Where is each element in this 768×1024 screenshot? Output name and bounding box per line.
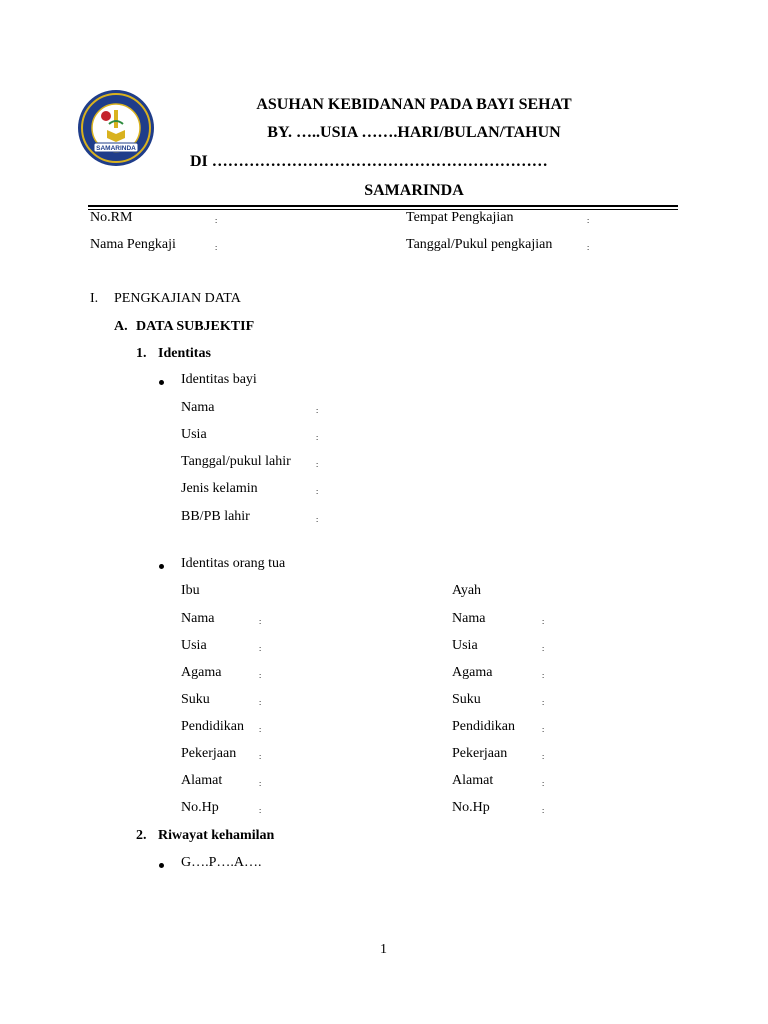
ibu-field-colon: :	[259, 752, 262, 761]
no-rm-colon: :	[215, 216, 218, 225]
title-line-1: ASUHAN KEBIDANAN PADA BAYI SEHAT	[256, 96, 572, 113]
ayah-field: Usia	[452, 638, 478, 653]
bayi-field: Usia	[181, 427, 207, 442]
header-rule-thick	[88, 205, 678, 207]
ayah-field-colon: :	[542, 617, 545, 626]
title-line-4: SAMARINDA	[364, 182, 464, 199]
ibu-label: Ibu	[181, 583, 200, 598]
ayah-field-colon: :	[542, 644, 545, 653]
ibu-field: Pendidikan	[181, 719, 244, 734]
ibu-field: No.Hp	[181, 800, 219, 815]
ayah-field: Suku	[452, 692, 481, 707]
bayi-field: BB/PB lahir	[181, 509, 250, 524]
ibu-field: Agama	[181, 665, 222, 680]
page-number: 1	[380, 942, 387, 957]
ibu-field: Alamat	[181, 773, 223, 788]
ibu-field: Usia	[181, 638, 207, 653]
title-line-2: BY. …..USIA …….HARI/BULAN/TAHUN	[267, 124, 561, 141]
title-line-3: DI ………………………………………………………	[190, 153, 548, 170]
item-2-title: Riwayat kehamilan	[158, 828, 275, 843]
ayah-field: Alamat	[452, 773, 494, 788]
ibu-field: Pekerjaan	[181, 746, 237, 761]
bayi-field: Tanggal/pukul lahir	[181, 454, 291, 469]
bayi-field-colon: :	[316, 406, 319, 415]
nama-pengkaji-colon: :	[215, 243, 218, 252]
bayi-bullet-label: Identitas bayi	[181, 372, 257, 387]
bayi-field: Nama	[181, 400, 215, 415]
logo-city-ribbon: SAMARINDA	[96, 145, 136, 152]
ibu-field-colon: :	[259, 698, 262, 707]
bayi-field: Jenis kelamin	[181, 481, 258, 496]
item-1-title: Identitas	[158, 346, 211, 361]
ibu-field-colon: :	[259, 617, 262, 626]
ibu-field-colon: :	[259, 779, 262, 788]
ayah-field-colon: :	[542, 752, 545, 761]
ayah-field-colon: :	[542, 698, 545, 707]
subsection-title: DATA SUBJEKTIF	[136, 319, 255, 334]
ayah-field: Pendidikan	[452, 719, 515, 734]
nama-pengkaji-label: Nama Pengkaji	[90, 237, 176, 252]
no-rm-label: No.RM	[90, 210, 133, 225]
ayah-field: Agama	[452, 665, 493, 680]
tanggal-label: Tanggal/Pukul pengkajian	[406, 237, 553, 252]
bayi-field-colon: :	[316, 487, 319, 496]
ayah-field: Pekerjaan	[452, 746, 508, 761]
bullet-dot	[159, 863, 164, 868]
section-title: PENGKAJIAN DATA	[114, 291, 241, 306]
ibu-field: Nama	[181, 611, 215, 626]
item-2-number: 2.	[136, 828, 147, 843]
bayi-field-colon: :	[316, 460, 319, 469]
section-roman: I.	[90, 291, 99, 306]
ayah-field-colon: :	[542, 725, 545, 734]
ayah-field-colon: :	[542, 806, 545, 815]
bayi-field-colon: :	[316, 433, 319, 442]
tempat-label: Tempat Pengkajian	[406, 210, 514, 225]
bayi-field-colon: :	[316, 515, 319, 524]
bullet-dot	[159, 564, 164, 569]
ibu-field: Suku	[181, 692, 210, 707]
ayah-label: Ayah	[452, 583, 482, 598]
bullet-dot	[159, 380, 164, 385]
ayah-field: No.Hp	[452, 800, 490, 815]
ayah-field: Nama	[452, 611, 486, 626]
ibu-field-colon: :	[259, 644, 262, 653]
subsection-letter: A.	[114, 319, 128, 334]
gpa-text: G….P….A….	[181, 855, 262, 870]
ortu-bullet-label: Identitas orang tua	[181, 556, 286, 571]
tanggal-colon: :	[587, 243, 590, 252]
ibu-field-colon: :	[259, 671, 262, 680]
tempat-colon: :	[587, 216, 590, 225]
ayah-field-colon: :	[542, 671, 545, 680]
item-1-number: 1.	[136, 346, 147, 361]
ibu-field-colon: :	[259, 806, 262, 815]
ayah-field-colon: :	[542, 779, 545, 788]
ibu-field-colon: :	[259, 725, 262, 734]
header-rule-thin	[88, 209, 678, 210]
